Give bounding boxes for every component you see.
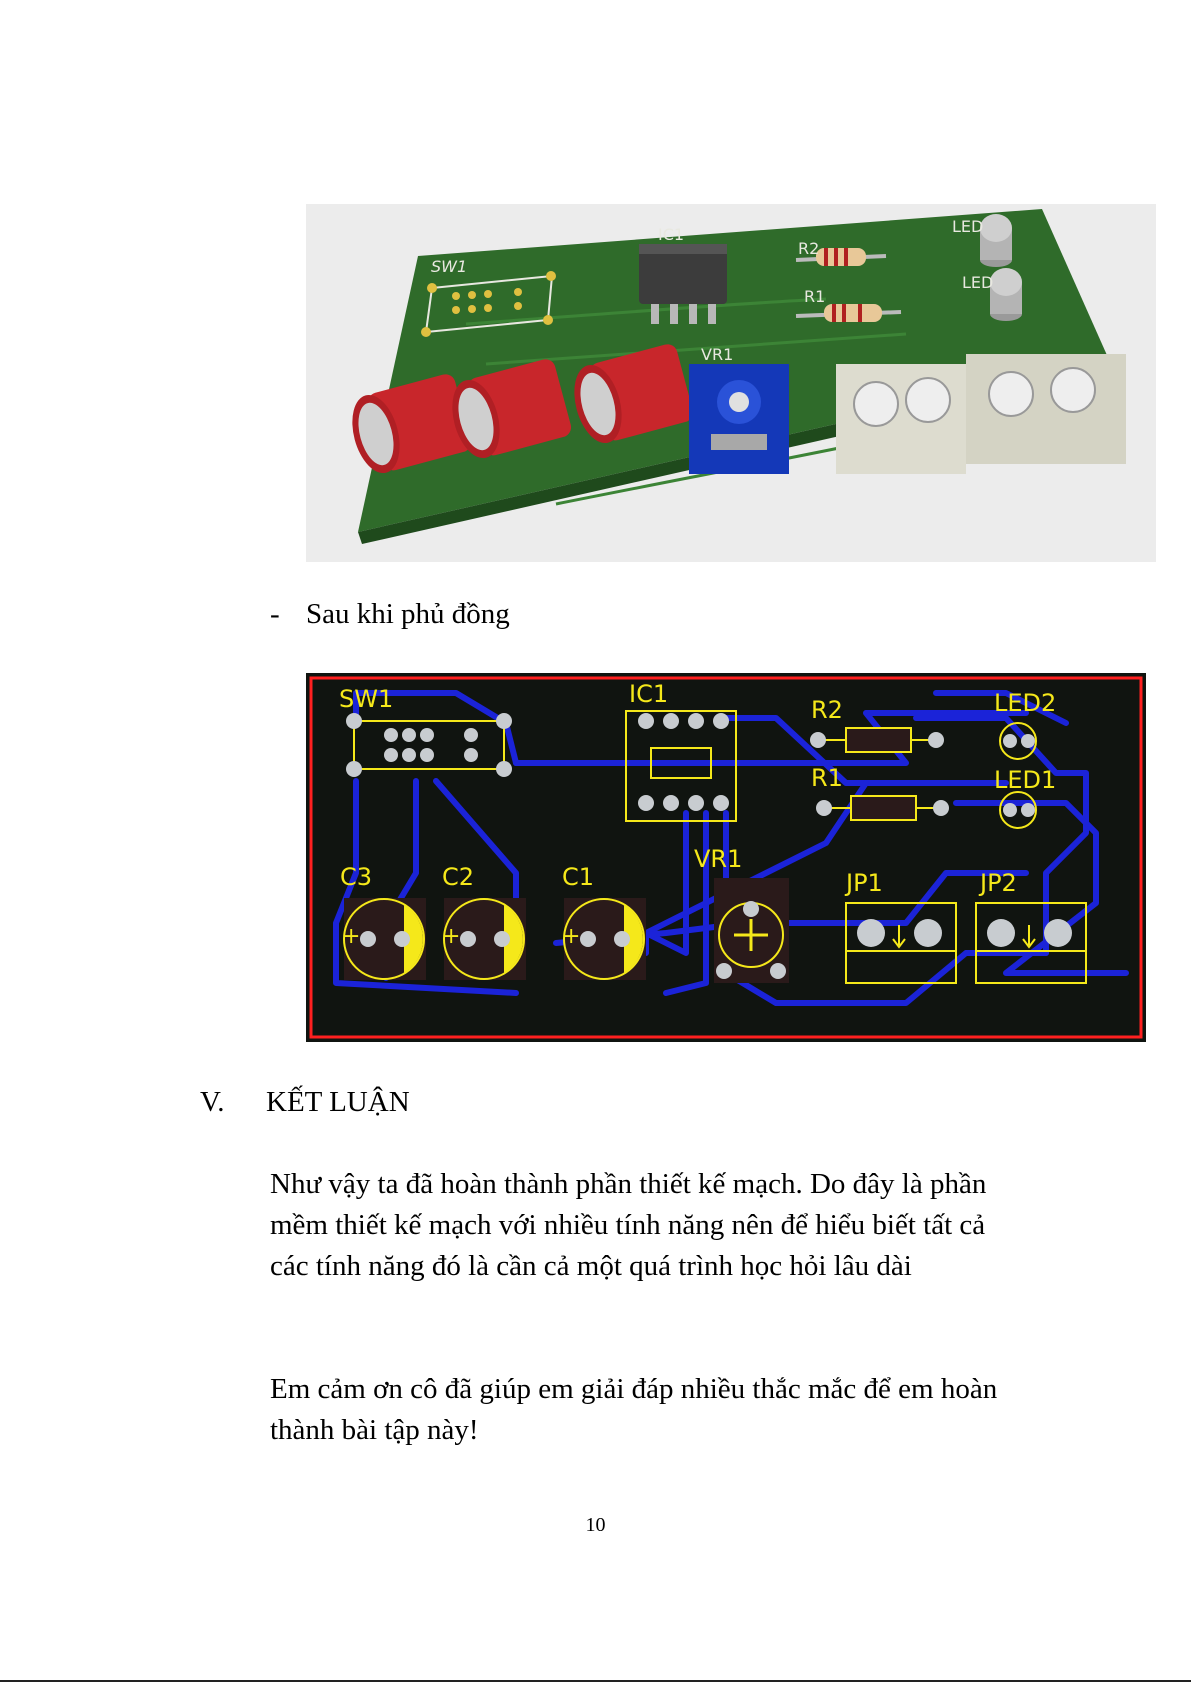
r2-label: R2: [811, 696, 843, 724]
ic1-3d-label: IC1: [658, 225, 685, 244]
c3-label: C3: [340, 863, 373, 891]
led2-label: LED2: [994, 689, 1057, 717]
bullet-dash: -: [270, 598, 280, 630]
page-number: 10: [585, 1514, 606, 1536]
sw1-3d-label: SW1: [431, 257, 468, 276]
section-number: V.: [200, 1086, 225, 1118]
r2-3d-label: R2: [798, 239, 820, 258]
r1-3d-label: R1: [804, 287, 826, 306]
c2-plus: +: [442, 924, 461, 949]
led-bottom-3d-label: LED: [962, 273, 994, 292]
pcb-3d-render-image: [306, 204, 1156, 562]
page-bottom-edge: [0, 1680, 1191, 1682]
vr1-3d-label: VR1: [701, 345, 734, 364]
sw1-label: SW1: [339, 685, 394, 713]
r1-label: R1: [811, 764, 843, 792]
led1-label: LED1: [994, 766, 1057, 794]
pcb-layout-image: [306, 673, 1146, 1042]
c2-label: C2: [442, 863, 475, 891]
c1-plus: +: [562, 924, 581, 949]
c3-plus: +: [342, 924, 361, 949]
jp1-label: JP1: [846, 869, 883, 897]
vr1-label: VR1: [694, 845, 743, 873]
terminal-blocks-3d: [836, 354, 1126, 474]
vr1-3d: [689, 345, 789, 474]
section-title: KẾT LUẬN: [266, 1086, 410, 1118]
c1-label: C1: [562, 863, 595, 891]
ic1-label: IC1: [629, 680, 669, 708]
jp2-label: JP2: [980, 869, 1017, 897]
led-top-3d-label: LED: [952, 217, 984, 236]
conclusion-paragraph-2: Em cảm ơn cô đã giúp em giải đáp nhiều thắc mắc để em hoàn thành bài tập này!: [270, 1373, 998, 1446]
figure-caption: Sau khi phủ đồng: [306, 598, 510, 630]
conclusion-paragraph-1: Như vậy ta đã hoàn thành phần thiết kế mạch. Do đây là phần mềm thiết kế mạch với nhiều tính năng nên để hiểu biết tất cả các tính năng đó là cần cả một quá trình học hỏi lâu dài: [270, 1168, 987, 1282]
